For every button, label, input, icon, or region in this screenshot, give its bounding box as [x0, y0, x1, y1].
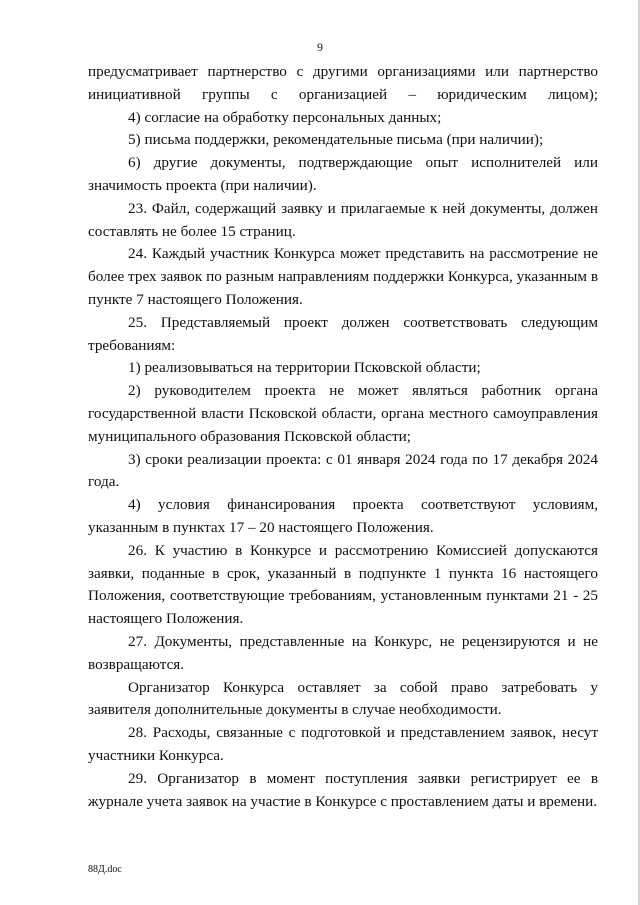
paragraph-23: 23. Файл, содержащий заявку и прилагаемые к ней документы, должен составлять не более 15 страниц. — [88, 199, 598, 240]
paragraph-continuation: предусматривает партнерство с другими организациями или партнерство инициативной группы с организацией – юридическим лицом); — [88, 63, 598, 103]
paragraph-item-4: 4) согласие на обработку персональных данных; — [128, 108, 442, 126]
paragraph-28: 28. Расходы, связанные с подготовкой и представлением заявок, несут участники Конкурса. — [88, 724, 598, 764]
paragraph-item-5: 5) письма поддержки, рекомендательные письма (при наличии); — [128, 131, 544, 149]
document-body — [88, 61, 598, 813]
paragraph-25-item-4: 4) условия финансирования проекта соответствуют условиям, указанным в пунктах 17 – 20 настоящего Положения. — [88, 496, 598, 536]
paragraph-27-organizer: Организатор Конкурса оставляет за собой право затребовать у заявителя дополнительные документы в случае необходимости. — [88, 678, 598, 719]
paragraph-27: 27. Документы, представленные на Конкурс, не рецензируются и не возвращаются. — [88, 632, 598, 673]
paragraph-25: 25. Представляемый проект должен соответствовать следующим требованиям: — [88, 313, 598, 354]
paragraph-24: 24. Каждый участник Конкурса может представить на рассмотрение не более трех заявок по разным направлениям поддержки Конкурса, указанным в пункте 7 настоящего Положения. — [88, 245, 598, 308]
paragraph-25-item-3: 3) сроки реализации проекта: с 01 января 2024 года по 17 декабря 2024 года. — [88, 450, 598, 491]
page-number: 9 — [317, 40, 323, 54]
paragraph-26: 26. К участию в Конкурсе и рассмотрению Комиссией допускаются заявки, поданные в срок, указанный в подпункте 1 пункта 16 настоящего Положения, соответствующие требованиям, установленным пунктами 21 - 25 настоящего Положения. — [88, 541, 598, 628]
paragraph-item-6: 6) другие документы, подтверждающие опыт исполнителей или значимость проекта (при наличии). — [88, 154, 598, 194]
paragraph-25-item-1: 1) реализовываться на территории Псковской области; — [128, 359, 481, 377]
paragraph-25-item-2: 2) руководителем проекта не может являться работник органа государственной власти Псковской области, органа местного самоуправления муниципального образования Псковской области; — [88, 382, 598, 445]
footer-filename: 88Д.doc — [88, 864, 122, 875]
paragraph-29: 29. Организатор в момент поступления заявки регистрирует ее в журнале учета заявок на участие в Конкурсе с проставлением даты и времени. — [88, 769, 598, 810]
